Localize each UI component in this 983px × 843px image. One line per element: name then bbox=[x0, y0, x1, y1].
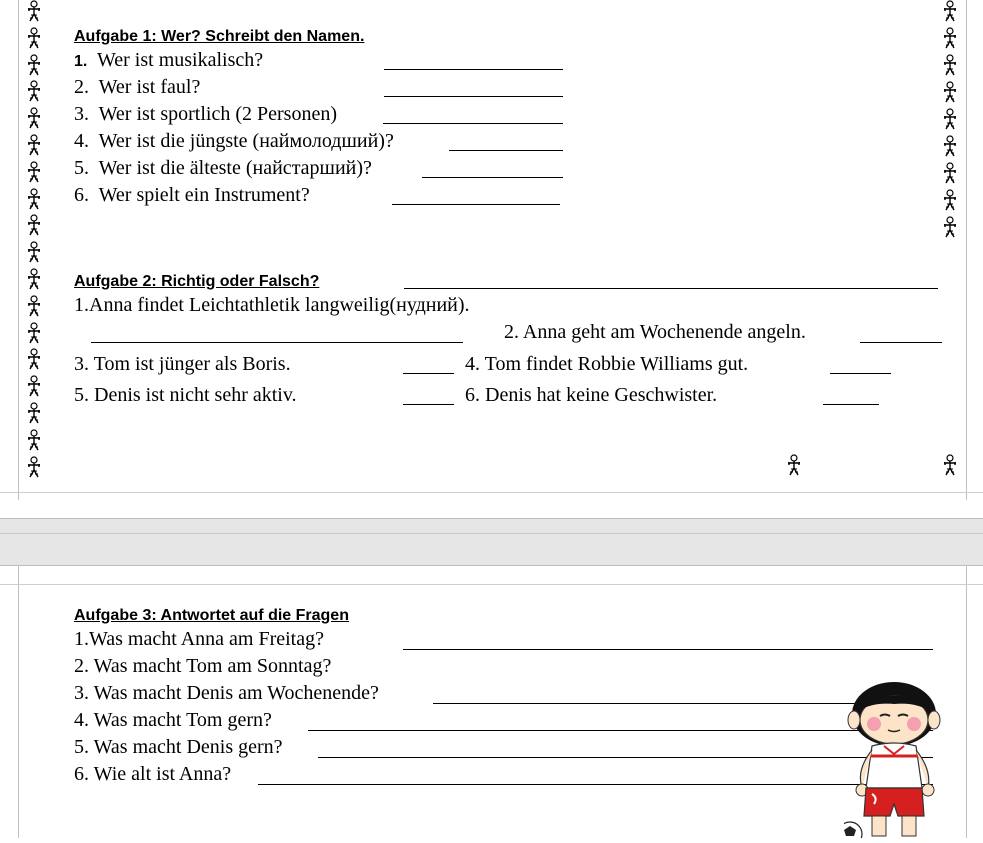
task3-question-2: 2. Was macht Tom am Sonntag? bbox=[74, 655, 332, 677]
answer-line[interactable] bbox=[384, 69, 563, 70]
task1-heading: Aufgabe 1: Wer? Schreibt den Namen. bbox=[74, 28, 365, 45]
answer-line[interactable] bbox=[860, 342, 942, 343]
stick-figure-icon bbox=[942, 27, 958, 49]
page-separator bbox=[0, 518, 983, 566]
answer-line[interactable] bbox=[422, 177, 563, 178]
task1-question-number: 5. bbox=[74, 157, 89, 179]
margin-guide-right bbox=[966, 566, 967, 838]
margin-guide-left bbox=[18, 0, 19, 500]
stick-figure-icon bbox=[942, 135, 958, 157]
stick-figure-icon bbox=[26, 161, 42, 183]
stick-figure-icon bbox=[26, 456, 42, 478]
stick-figure-icon bbox=[26, 295, 42, 317]
stick-figure-icon bbox=[942, 189, 958, 211]
stick-figure-icon bbox=[26, 134, 42, 156]
answer-line[interactable] bbox=[91, 342, 463, 343]
task2-statement-5: 5. Denis ist nicht sehr aktiv. bbox=[74, 384, 297, 406]
answer-line[interactable] bbox=[403, 373, 454, 374]
stick-figure-icon bbox=[942, 216, 958, 238]
answer-line[interactable] bbox=[308, 730, 933, 731]
stick-figure-icon bbox=[942, 81, 958, 103]
stick-figure-icon bbox=[26, 214, 42, 236]
answer-line[interactable] bbox=[403, 404, 454, 405]
task1-question-text: Wer ist musikalisch? bbox=[96, 49, 264, 71]
task1-question-number: 4. bbox=[74, 130, 89, 152]
task1-question-text: Wer ist faul? bbox=[98, 76, 201, 98]
task1-question-number: 1. bbox=[74, 53, 88, 70]
task3-question-6: 6. Wie alt ist Anna? bbox=[74, 763, 232, 785]
stick-figure-icon bbox=[26, 241, 42, 263]
task3-question-5: 5. Was macht Denis gern? bbox=[74, 736, 283, 758]
answer-line[interactable] bbox=[392, 204, 560, 205]
task1-question-3 bbox=[74, 102, 337, 126]
task2-statement-3: 3. Tom ist jünger als Boris. bbox=[74, 353, 291, 375]
answer-line[interactable] bbox=[403, 649, 933, 650]
stick-figure-icon bbox=[942, 108, 958, 130]
task3-question-3: 3. Was macht Denis am Wochenende? bbox=[74, 682, 379, 704]
stick-figure-icon bbox=[26, 0, 42, 22]
stick-figure-icon bbox=[786, 454, 802, 476]
task1-question-6 bbox=[74, 183, 310, 207]
task3-question-4: 4. Was macht Tom gern? bbox=[74, 709, 272, 731]
task1-question-5 bbox=[74, 156, 372, 180]
stick-figure-icon bbox=[26, 80, 42, 102]
task3-question-1: 1.Was macht Anna am Freitag? bbox=[74, 628, 324, 650]
task3-heading: Aufgabe 3: Antwortet auf die Fragen bbox=[74, 607, 349, 624]
stick-figure-icon bbox=[26, 188, 42, 210]
answer-line[interactable] bbox=[318, 757, 933, 758]
stick-figure-icon bbox=[942, 162, 958, 184]
answer-line[interactable] bbox=[449, 150, 563, 151]
stick-figure-icon bbox=[26, 268, 42, 290]
stick-figure-icon bbox=[26, 54, 42, 76]
answer-line[interactable] bbox=[383, 123, 563, 124]
task2-heading: Aufgabe 2: Richtig oder Falsch? bbox=[74, 273, 320, 290]
stick-figure-icon bbox=[942, 54, 958, 76]
stick-figure-icon bbox=[26, 27, 42, 49]
task1-question-2 bbox=[74, 75, 200, 99]
answer-line[interactable] bbox=[258, 784, 933, 785]
task1-question-text: Wer ist sportlich (2 Personen) bbox=[98, 103, 337, 125]
task1-question-4 bbox=[74, 129, 394, 153]
task2-statement-2: 2. Anna geht am Wochenende angeln. bbox=[504, 321, 806, 343]
task1-question-text: Wer spielt ein Instrument? bbox=[98, 184, 310, 206]
margin-guide-left bbox=[18, 566, 19, 838]
task1-question-text: Wer ist die jüngste (наймолодший)? bbox=[98, 130, 394, 152]
answer-line[interactable] bbox=[830, 373, 891, 374]
stick-figure-icon bbox=[26, 322, 42, 344]
task2-statement-1: 1.Anna findet Leichtathletik langweilig(нудний). bbox=[74, 294, 470, 316]
boy-with-football-icon bbox=[844, 680, 944, 838]
answer-line[interactable] bbox=[823, 404, 879, 405]
margin-guide-bottom bbox=[0, 492, 983, 493]
answer-line[interactable] bbox=[384, 96, 563, 97]
stick-figure-icon bbox=[26, 429, 42, 451]
task1-question-number: 3. bbox=[74, 103, 89, 125]
stick-figure-icon bbox=[26, 375, 42, 397]
task1-question-text: Wer ist die älteste (найстарший)? bbox=[98, 157, 372, 179]
task2-statement-6: 6. Denis hat keine Geschwister. bbox=[465, 384, 718, 406]
task1-question-1 bbox=[74, 48, 263, 74]
task2-statement-4: 4. Tom findet Robbie Williams gut. bbox=[465, 353, 749, 375]
stick-figure-icon bbox=[942, 454, 958, 476]
stick-figure-icon bbox=[26, 348, 42, 370]
margin-guide-right bbox=[966, 0, 967, 500]
margin-guide-top bbox=[0, 584, 983, 585]
stick-figure-icon bbox=[26, 402, 42, 424]
stick-figure-icon bbox=[942, 0, 958, 22]
task1-question-number: 2. bbox=[74, 76, 89, 98]
answer-line[interactable] bbox=[404, 288, 938, 289]
stick-figure-icon bbox=[26, 107, 42, 129]
task1-question-number: 6. bbox=[74, 184, 89, 206]
